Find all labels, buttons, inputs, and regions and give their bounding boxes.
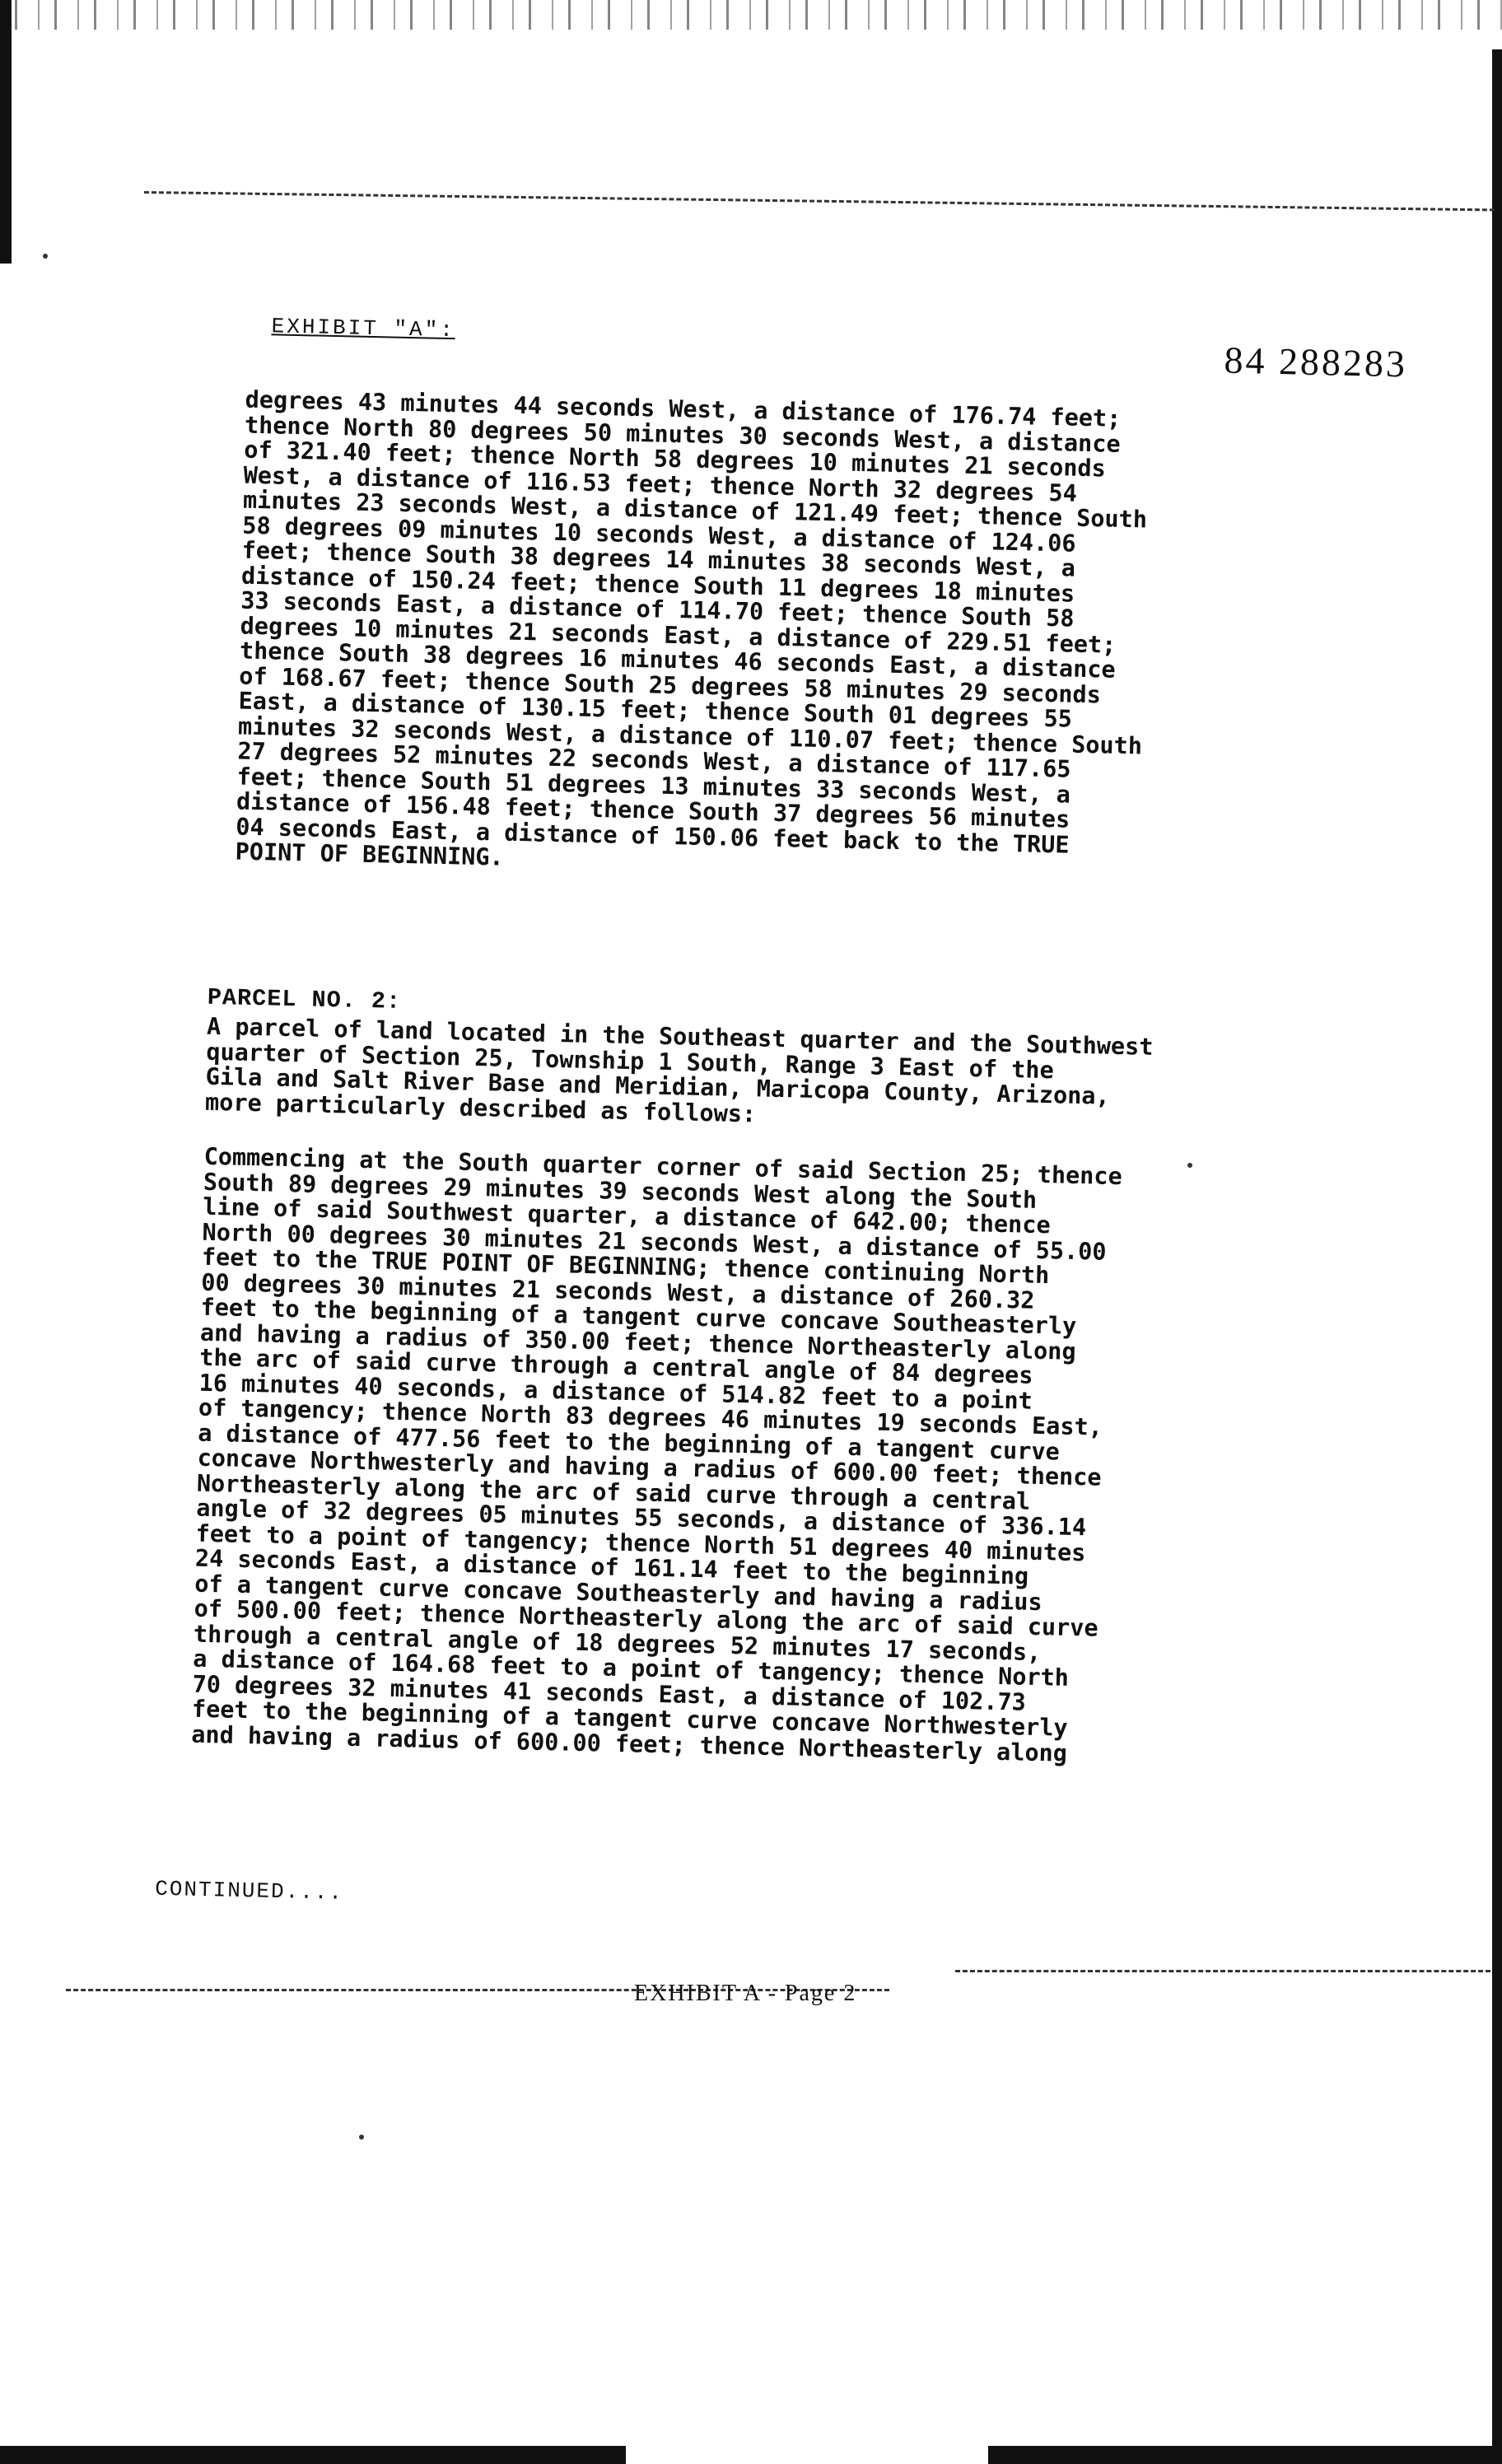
document-page <box>154 313 1408 1906</box>
page-footer: EXHIBIT A - Page 2 <box>634 1981 857 2006</box>
scan-right-edge <box>1492 49 1502 2464</box>
paragraph-boundary-continuation: degrees 43 minutes 44 seconds West, a distance of 176.74 feet; thence North 80 degrees 50 minutes 30 seconds West, a distance of 321.40 feet; thence North 58 degrees 10 minutes 21 seconds West, a distance of 116.53 feet; thence North 32 degrees 54 minutes 23 seconds West, a distance of 121.49 feet; thence South 58 degrees 09 minutes 10 seconds West, a distance of 124.06 feet; thence South 38 degrees 14 minutes 38 seconds West, a distance of 150.24 feet; thence South 11 degrees 18 minutes 33 seconds East, a distance of 114.70 feet; thence South 58 degrees 10 minutes 21 seconds East, a distance of 229.51 feet; thence South 38 degrees 16 minutes 46 seconds East, a distance of 168.67 feet; thence South 25 degrees 58 minutes 29 seconds East, a distance of 130.15 feet; thence South 01 degrees 55 minutes 32 seconds West, a distance of 110.07 feet; thence South 27 degrees 52 minutes 22 seconds West, a distance of 117.65 feet; thence South 51 degrees 13 minutes 33 seconds West, a distance of 156.48 feet; thence South 37 degrees 56 minutes 04 seconds East, a distance of 150.06 feet back to the TRUE POINT OF BEGINNING. <box>235 385 1148 871</box>
top-dashed-rule <box>144 191 1495 211</box>
paragraph-parcel-location: A parcel of land located in the Southeast quarter and the Southwest quarter of Section 25, Township 1 South, Range 3 East of the Gila and Salt River Base and Meridian, Maricopa County, Arizona, more particularly described as follows: <box>204 1012 1154 1127</box>
scan-speck <box>359 2135 364 2140</box>
parcel-heading: PARCEL NO. 2: <box>207 983 402 1015</box>
continued-note: CONTINUED.... <box>154 1876 344 1906</box>
scan-bottom-gap <box>626 2446 988 2464</box>
scan-left-edge <box>0 0 12 264</box>
scan-speck <box>1187 1163 1192 1168</box>
exhibit-label: EXHIBIT "A": <box>271 314 456 343</box>
paragraph-parcel-description: Commencing at the South quarter corner of said Section 25; thence South 89 degrees 29 minutes 39 seconds West along the South line of said Southwest quarter, a distance of 642.00; thence North 00 degrees 30 minutes 21 seconds West, a distance of 55.00 feet to the TRUE POINT OF BEGINNING; thence continuing North 00 degrees 30 minutes 21 seconds West, a distance of 260.32 feet to the beginning of a tangent curve concave Southeasterly and having a radius of 350.00 feet; thence Northeasterly along the arc of said curve through a central angle of 84 degrees 16 minutes 40 seconds, a distance of 514.82 feet to a point of tangency; thence North 83 degrees 46 minutes 19 seconds East, a distance of 477.56 feet to the beginning of a tangent curve concave Northwesterly and having a radius of 600.00 feet; thence Northeasterly along the arc of said curve through a central angle of 32 degrees 05 minutes 55 seconds, a distance of 336.14 feet to a point of tangency; thence North 51 degrees 40 minutes 24 seconds East, a distance of 161.14 feet to the beginning of a tangent curve concave Southeasterly and having a radius of 500.00 feet; thence Northeasterly along the arc of said curve through a central angle of 18 degrees 52 minutes 17 seconds, a distance of 164.68 feet to a point of tangency; thence North 70 degrees 32 minutes 41 seconds East, a distance of 102.73 feet to the beginning of a tangent curve concave Northwesterly and having a radius of 600.00 feet; thence Northeasterly along <box>190 1142 1123 1767</box>
scan-top-noise <box>0 0 1502 30</box>
document-number: 84 288283 <box>1223 338 1408 385</box>
bottom-dashed-rule-right <box>955 1970 1490 1972</box>
scan-speck <box>43 254 48 259</box>
